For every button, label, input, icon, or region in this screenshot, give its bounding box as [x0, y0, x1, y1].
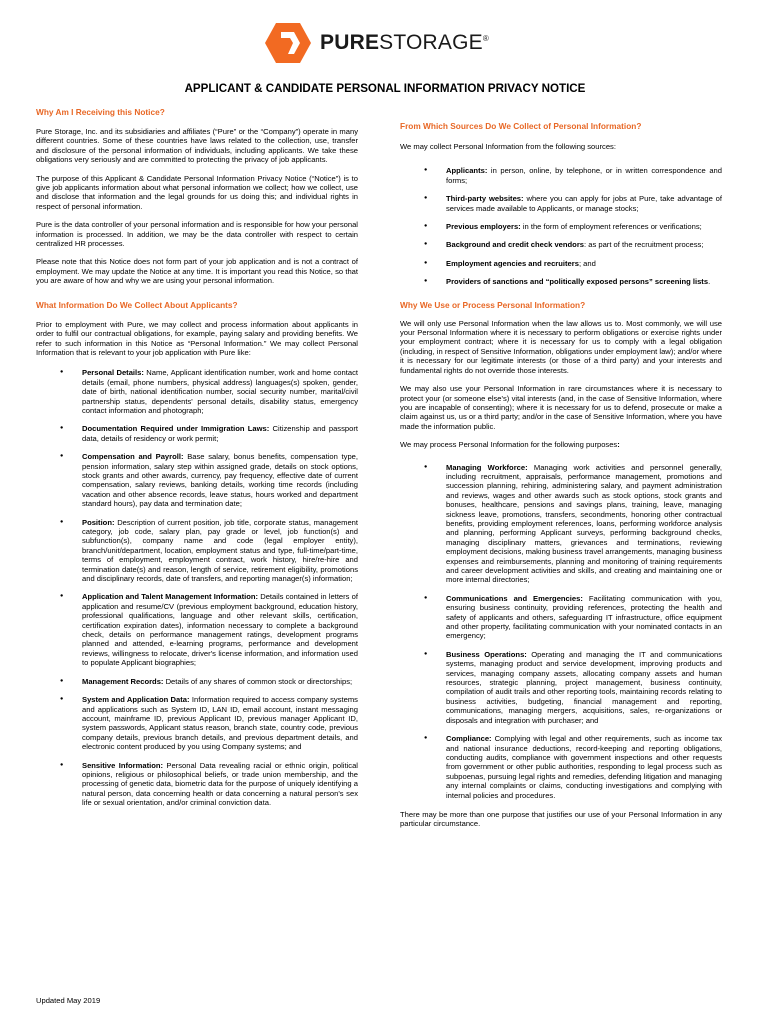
list-item	[400, 734, 722, 800]
list-item	[400, 240, 722, 249]
list-item	[400, 650, 722, 725]
list-item-term: Managing Workforce:	[446, 462, 528, 472]
list-item-term: Documentation Required under Immigration Laws:	[82, 424, 270, 434]
paragraph: Prior to employment with Pure, we may collect and process information about applicants in order to fulfil our contractual obligations, for example, paying salary and providing benefits. We refer to such information in this Notice as “Personal Information.” We may collect Personal Information that is relevant to your job application with Pure like:	[36, 319, 358, 357]
pure-storage-mark-icon	[264, 22, 312, 64]
paragraph: We may also use your Personal Information in rare circumstances where it is necessary to protect your (or someone else's) vital interests (and, in the case of Sensitive Information, where you are incapable of consenting); where it is necessary for us to defend, prosecute or make a claim against us, us or a third party; and/or in the case of Sensitive Information, where you have made the information public.	[400, 384, 722, 431]
list-item-term: Communications and Emergencies:	[446, 593, 583, 603]
paragraph: The purpose of this Applicant & Candidate Personal Information Privacy Notice (“Notice”) is to give job applicants information about what personal information we collect; how we collect, use and disclose that information and the legal grounds for us doing this; and individual rights in respect of personal information.	[36, 173, 358, 211]
paragraph-text: We may process Personal Information for the following purposes	[400, 440, 618, 450]
list-item-text: Operating and managing the IT and communications systems, managing product and service development, improving products and services, managing company assets, allocating company assets and human resources, strategic planning, project management, business continuity, compilation of audit trails and other reporting tools, maintaining records relating to business activities, budgeting, financial management and reporting, communications, managing mergers, acquisitions, sales, re-organizations or disposals and integration with purchaser; and	[446, 649, 722, 725]
paragraph: We will only use Personal Information when the law allows us to. Most commonly, we will use your Personal Information where it is necessary to perform obligations or exercise rights under your employment contract; where it is necessary for us to comply with a legal obligation (including, in respect of Sensitive Information, obligations under employment law); and/or where it is necessary for our legitimate interests (or those of a third party) and your interests and fundamental rights do not override those interests.	[400, 318, 722, 375]
list-item	[400, 277, 722, 286]
paragraph: There may be more than one purpose that justifies our use of your Personal Information in any particular circumstance.	[400, 809, 722, 829]
section-heading-why-receiving: Why Am I Receiving this Notice?	[36, 107, 165, 117]
list-item-term: Providers of sanctions and “politically exposed persons” screening lists	[446, 277, 709, 287]
list-item-text: in the form of employment references or verifications;	[520, 222, 702, 232]
list-item	[36, 695, 358, 751]
list-item-text: Details of any shares of common stock or directorships;	[163, 676, 353, 686]
list-item-text: ; and	[578, 258, 596, 268]
list-item-text: Citizenship and passport data, details of residency or work permit;	[82, 424, 358, 443]
document-title: APPLICANT & CANDIDATE PERSONAL INFORMATION PRIVACY NOTICE	[184, 82, 586, 95]
list-item-text: : as part of the recruitment process;	[584, 240, 704, 250]
left-column	[36, 107, 358, 808]
list-item-term: Business Operations:	[446, 649, 527, 659]
list-item-term: Personal Details:	[82, 368, 144, 378]
list-item	[400, 259, 722, 268]
purposes-list	[400, 463, 722, 800]
brand-name-bold: PURE	[320, 31, 380, 54]
list-item-term: Compensation and Payroll:	[82, 452, 184, 462]
list-item-term: Applicants:	[446, 166, 488, 176]
list-item-term: System and Application Data:	[82, 695, 190, 705]
list-item-term: Previous employers:	[446, 222, 521, 232]
paragraph: Pure is the data controller of your personal information and is responsible for how your personal information is processed. In addition, we may be the data controller with respect to certain centralized HR processes.	[36, 220, 358, 249]
list-item-text: Name, Applicant identification number, work and home contact details (email, phone numbers, physical address) languages(s) spoken, gender, date of birth, national identification number, social security number, marital/civil partnership status, dependents' personal details, disability status, emergency contact information and photograph;	[82, 368, 358, 415]
list-item-text: Description of current position, job title, corporate status, management category, job code, salary plan, pay grade or level, job function(s) and subfunction(s), company name and code (legal employer entity), branch/unit/department, location, employment status and type, full-time/part-time, terms of employment, employment contract, work history, hire/re-hire and termination date(s) and reason, length of service, retirement eligibility, promotions and disciplinary records, date of transfers, and reporting manager(s) information;	[82, 517, 358, 584]
list-item-term: Compliance:	[446, 734, 492, 744]
sources-list	[400, 166, 722, 286]
list-item	[36, 761, 358, 808]
paragraph-colon: :	[617, 440, 620, 450]
information-list	[36, 368, 358, 807]
list-item-term: Management Records:	[82, 676, 164, 686]
list-item-text: Complying with legal and other requirements, such as income tax and national insurance deductions, record-keeping and reporting obligations, conducting audits, compliance with government inspections and other requests from government or other public authorities, responding to legal process such as subpoenas, pursuing legal rights and remedies, defending litigation and managing any internal complaints or claims, conducting investigations and complying with internal policies and procedures.	[446, 734, 722, 800]
list-item	[36, 518, 358, 584]
list-item	[400, 222, 722, 231]
right-column	[400, 121, 722, 829]
list-item	[36, 368, 358, 415]
list-item	[36, 592, 358, 667]
list-item-term: Third-party websites:	[446, 194, 524, 204]
paragraph: We may collect Personal Information from the following sources:	[400, 142, 616, 151]
pure-storage-logo	[264, 22, 504, 66]
list-item	[400, 463, 722, 585]
list-item-text: Facilitating communication with you, ensuring business continuity, providing references, protecting the health and safety of applicants and others, safeguarding IT infrastructure, office equipment and other property, facilitating communication with your nominated contacts in an emergency;	[446, 593, 722, 641]
list-item	[36, 424, 358, 443]
paragraph	[400, 440, 722, 449]
paragraph: Pure Storage, Inc. and its subsidiaries and affiliates (“Pure” or the “Company”) operate in many different countries. Some of these countries have laws related to the collection, use, transfer and disclosure of the personal information of individuals, including applicants. We take these obligations very seriously and are committed to protecting the privacy of job applicants.	[36, 127, 358, 165]
list-item-term: Application and Talent Management Information:	[82, 592, 259, 602]
brand-wordmark	[320, 31, 489, 55]
list-item-text: Information required to access company systems and applications such as System ID, LAN ID, email account, instant messaging account, mainframe ID, previous Applicant ID, previous manager Applicant ID, system passwords, Applicant status reason, branch state, country code, previous company details, previous branch details, and previous department details, and electronic content produced by you using Company systems; and	[82, 695, 358, 752]
list-item-text: Managing work activities and personnel generally, including recruitment, appraisals, performance management, promotions and succession planning, rehiring, administering salary, and payment administration and reviews, wages and other awards such as stock options, stock grants and bonuses, healthcare, pensions and savings plans, training, leave, managing sickness leave, promotions, transfers, secondments, honoring other contractual benefits, providing employment references, loans, performing workforce analysis and planning, performing Applicant surveys, performing background checks, managing disciplinary matters, grievances and terminations, reviewing employment decisions, making business travel arrangements, managing business expenses and reimbursements, planning and monitoring of training requirements and career development activities and skills, and creating and maintaining one or more internal directories;	[446, 462, 723, 585]
section-heading-why-use: Why We Use or Process Personal Information?	[400, 299, 586, 310]
section-heading-what-information: What Information Do We Collect About Applicants?	[36, 299, 238, 310]
list-item-term: Background and credit check vendors	[446, 240, 584, 250]
list-item-text: in person, online, by telephone, or in written correspondence and forms;	[446, 166, 722, 185]
list-item-text: where you can apply for jobs at Pure, take advantage of services made available to Applicants, or manage stocks;	[446, 194, 723, 213]
footer-updated-date: Updated May 2019	[36, 996, 101, 1005]
list-item-text: Base salary, bonus benefits, compensation type, pension information, salary step within assigned grade, details on stock options, stock grants and other awards, currency, pay frequency, effective date of current compensation, salary reviews, banking details, working time records (including vacation and other absence records, leave status, hours worked and department standard hours), pay data and termination date;	[82, 452, 358, 509]
list-item-term: Position:	[82, 517, 115, 527]
list-item	[400, 194, 722, 213]
registered-mark: ®	[482, 34, 489, 43]
list-item-text: .	[708, 277, 711, 287]
list-item	[400, 166, 722, 185]
list-item-text: Details contained in letters of application and resume/CV (previous employment background, education history, professional qualifications, language and other relevant skills, certification, certification expiration dates), information necessary to complete a background check, details on performance management ratings, development programs planned and attended, e-learning programs, performance and development reviews, willingness to relocate, driver's license information, and information used to populate Applicant biographies;	[82, 592, 358, 668]
list-item-text: Personal Data revealing racial or ethnic origin, political opinions, religious or philosophical beliefs, or trade union membership, and the processing of genetic data, biometric data for the purpose of uniquely identifying a natural person, data concerning health or data concerning a natural person's sex life or sexual orientation, and/or criminal conviction data.	[82, 760, 358, 808]
paragraph: Please note that this Notice does not form part of your job application and is not a contract of employment. We may update the Notice at any time. It is important you read this Notice, so that you are aware of how and why we are using your personal information.	[36, 257, 358, 286]
list-item	[36, 452, 358, 508]
list-item	[36, 677, 358, 686]
brand-name-light: STORAGE	[379, 31, 483, 54]
list-item	[400, 594, 722, 641]
list-item-term: Sensitive Information:	[82, 760, 164, 770]
list-item-term: Employment agencies and recruiters	[446, 258, 579, 268]
section-heading-sources: From Which Sources Do We Collect of Personal Information?	[400, 121, 642, 131]
